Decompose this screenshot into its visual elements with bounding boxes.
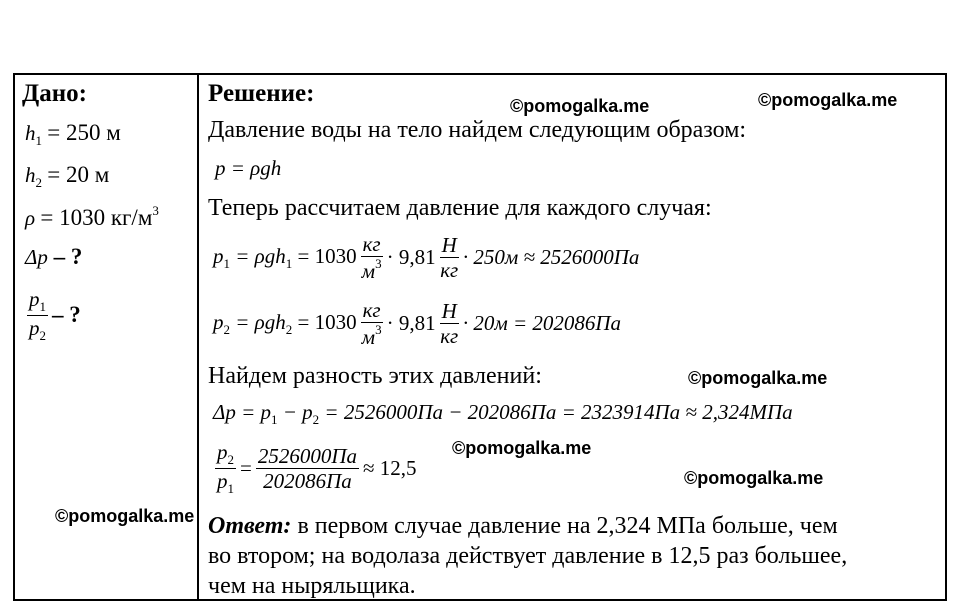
solution-line-3: Найдем разность этих давлений: xyxy=(208,363,542,389)
given-title: Дано: xyxy=(22,80,87,107)
given-rho: ρ = 1030 $кг/м^3$ xyxy=(25,203,159,230)
answer-block xyxy=(208,511,847,601)
watermark: ©pomogalka.me xyxy=(684,468,824,488)
column-divider xyxy=(197,73,199,601)
answer-label: Ответ: xyxy=(208,513,292,539)
answer-line-3: чем на ныряльщика. xyxy=(208,573,416,599)
solution-line-1: Давление воды на тело найдем следующим образом: xyxy=(208,117,747,143)
formula-difference: $\Delta p = p_1 - p_2 = 2526000Па - 202086Па = 2323914Па \approx 2,324МПа$ xyxy=(213,400,793,427)
solution-title: Решение: xyxy=(208,80,315,107)
formula-pressure: p = ρgh xyxy=(215,156,282,180)
formula-ratio: $\frac{p_2}{p_1}$ = $\frac{2526000Па}{202086Па}$ ≈ 12,5 xyxy=(217,440,417,496)
watermark: ©pomogalka.me xyxy=(510,96,650,116)
answer-line-1: Ответ: в первом случае давление на 2,324 МПа больше, чем xyxy=(208,513,838,539)
given-find-ratio: $\frac{p_1}{p_2}$ – ? xyxy=(29,287,81,343)
watermark: ©pomogalka.me xyxy=(55,506,195,526)
given-h1: $h_1 = 250$ м xyxy=(25,120,121,148)
solution-line-2: Теперь рассчитаем давление для каждого случая: xyxy=(208,195,712,221)
formula-p1: $p_1 = \rho gh_1 = 1030$ $\frac{кг}{м^3}$ · 9,81 $\frac{Н}{кг}$ · 250м ≈ 2526000Па xyxy=(213,232,640,284)
watermark: ©pomogalka.me xyxy=(758,90,898,110)
given-find-delta-p: Δp – ? xyxy=(25,244,83,269)
answer-line-2: во втором; на водолаза действует давление в 12,5 раз большее, xyxy=(208,543,848,569)
watermark: ©pomogalka.me xyxy=(688,368,828,388)
given-h2: $h_2 = 20$ м xyxy=(25,162,110,190)
watermark: ©pomogalka.me xyxy=(452,438,592,458)
formula-p2: $p_2 = \rho gh_2 = 1030$ $\frac{кг}{м^3}$ · 9,81 $\frac{Н}{кг}$ · 20м = 202086Па xyxy=(213,298,622,350)
